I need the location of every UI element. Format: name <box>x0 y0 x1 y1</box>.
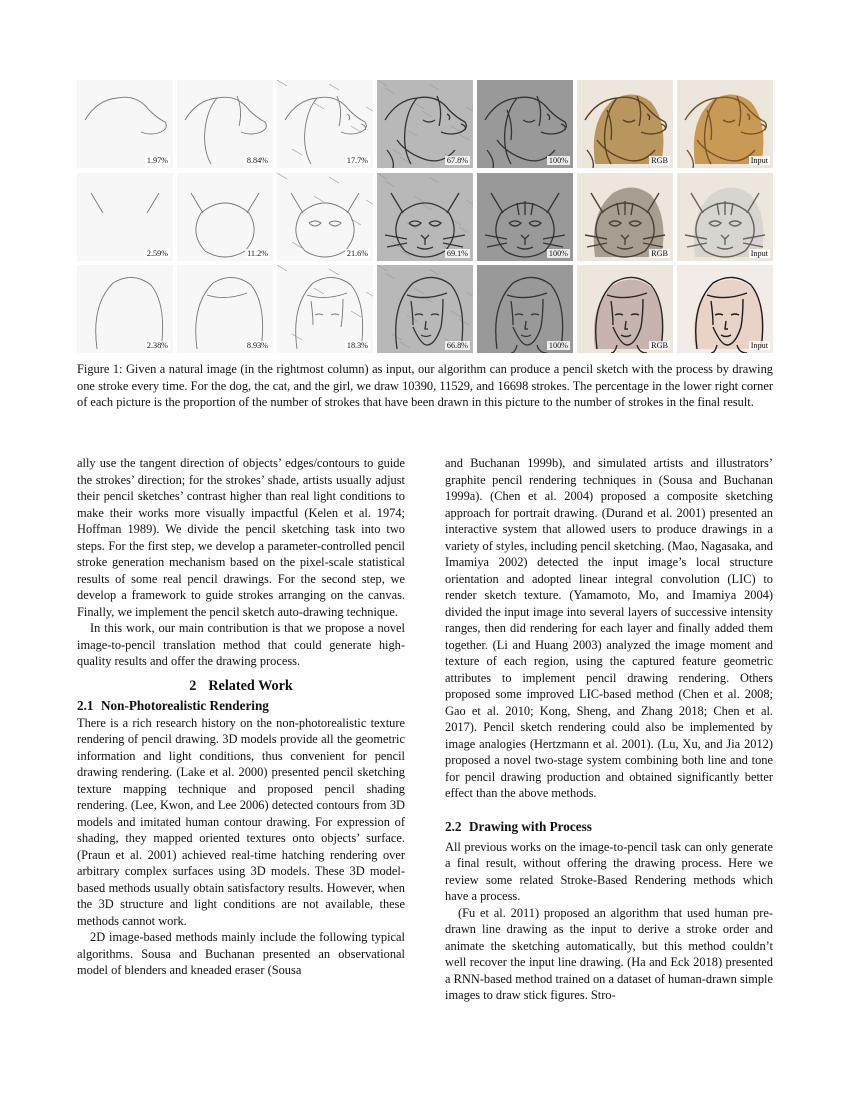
figure-image-grid <box>77 80 773 353</box>
subsection-heading <box>77 697 405 714</box>
subsection-number: 2.1 <box>77 697 94 713</box>
progress-label: 66.8% <box>446 341 468 350</box>
girl-thumbnail <box>577 265 673 353</box>
dog-sketch-image <box>177 80 273 168</box>
cat-thumbnail <box>677 173 773 261</box>
cat-sketch-image <box>377 173 473 261</box>
progress-label: 18.3% <box>346 341 368 350</box>
girl-sketch-image <box>277 265 373 353</box>
cat-sketch-image <box>477 173 573 261</box>
girl-sketch-image <box>377 265 473 353</box>
progress-label: Input <box>750 156 768 165</box>
dog-thumbnail <box>177 80 273 168</box>
section-number: 2 <box>189 677 197 694</box>
girl-thumbnail <box>377 265 473 353</box>
girl-thumbnail <box>677 265 773 353</box>
progress-label: RGB <box>651 156 668 165</box>
progress-label: 1.97% <box>146 156 168 165</box>
progress-label: Input <box>750 248 768 258</box>
section-heading <box>77 677 405 695</box>
paragraph: All previous works on the image-to-pencil task can only generate a final result, without offering the drawing process. Here we review some related Stroke-Based Rendering methods which have a process. <box>445 839 773 903</box>
dog-thumbnail <box>577 80 673 168</box>
dog-thumbnail <box>477 80 573 168</box>
cat-sketch-image <box>277 173 373 261</box>
cat-thumbnail <box>77 173 173 261</box>
left-column <box>77 455 405 979</box>
progress-label: 2.59% <box>146 248 168 258</box>
right-column <box>445 455 773 1004</box>
paragraph: In this work, our main contribution is that we propose a novel image-to-pencil translation method that could generate high-quality results and offer the drawing process. <box>77 621 405 668</box>
dog-thumbnail <box>677 80 773 168</box>
girl-sketch-image <box>577 265 673 353</box>
progress-label: RGB <box>651 341 668 350</box>
girl-sketch-image <box>477 265 573 353</box>
progress-label: 8.93% <box>246 341 268 350</box>
paragraph: ally use the tangent direction of objects’ edges/contours to guide the strokes’ direction; for the strokes’ shade, artists usually adjust their pencil sketches’ contrast higher than real light conditions to make their works more visually impactful (Kelen et al. 1974; Hoffman 1989). We divide the pencil sketching task into two steps. For the first step, we develop a parameter-controlled pencil stroke generation mechanism based on the pixel-scale statistical results of some real pencil drawings. For the second step, we develop a framework to guide strokes arranging on the canvas. Finally, we implement the pencil sketch auto-drawing technique. <box>77 456 405 619</box>
subsection-title: Drawing with Process <box>469 818 592 834</box>
subsection-heading <box>445 818 773 835</box>
cat-sketch-image <box>77 173 173 261</box>
girl-sketch-image <box>177 265 273 353</box>
section-title: Related Work <box>208 677 293 694</box>
progress-label: 21.6% <box>346 248 368 258</box>
girl-thumbnail <box>477 265 573 353</box>
cat-thumbnail <box>277 173 373 261</box>
progress-label: RGB <box>651 248 668 258</box>
progress-label: 11.2% <box>247 248 268 258</box>
dog-thumbnail <box>277 80 373 168</box>
cat-thumbnail <box>577 173 673 261</box>
progress-label: 8.84% <box>246 156 268 165</box>
paragraph: (Fu et al. 2011) proposed an algorithm that used human pre-drawn line drawing as the input to derive a stroke order and animate the sketching automatically, but this method couldn’t well recover the input line drawing. (Ha and Eck 2018) presented a RNN-based method trained on a dataset of human-drawn simple images to draw stick figures. Stro- <box>445 905 773 1002</box>
cat-thumbnail <box>177 173 273 261</box>
progress-label: Input <box>750 341 768 350</box>
progress-label: 100% <box>548 341 568 350</box>
cat-thumbnail <box>377 173 473 261</box>
dog-sketch-image <box>377 80 473 168</box>
paragraph: 2D image-based methods mainly include the following typical algorithms. Sousa and Buchanan presented an observational model of blenders and kneaded eraser (Sousa <box>77 930 405 977</box>
cat-thumbnail <box>477 173 573 261</box>
paragraph: and Buchanan 1999b), and simulated artists and illustrators’ graphite pencil rendering techniques in (Sousa and Buchanan 1999a). (Chen et al. 2004) proposed a composite sketching approach for portrait drawing. (Durand et al. 2001) presented an interactive system that allowed users to produce drawings in a variety of styles, including pencil sketching. (Mao, Nagasaka, and Imamiya 2002) detected the input image’s local structure orientation and adopted linear integral convolution (LIC) to render sketch texture. (Yamamoto, Mo, and Imamiya 2004) divided the input image into several layers of successive intensity ranges, then did rendering for each layer and finally added them together. (Li and Huang 2003) analyzed the image moment and texture of each region, using the captured feature geometric attributes to implement pencil drawing rendering. Others proposed some improved LIC-based method (Chen et al. 2008; Gao et al. 2010; Kong, Sheng, and Zhang 2018; Chen et al. 2017). Pencil sketch rendering could also be implemented by image analogies (Hertzmann et al. 2001). (Lu, Xu, and Jia 2012) proposed a novel two-stage system combining both line and tone for pencil drawing production and obtained significantly better effect than the above methods. <box>445 456 773 800</box>
cat-sketch-image <box>577 173 673 261</box>
dog-sketch-image <box>577 80 673 168</box>
progress-label: 17.7% <box>346 156 368 165</box>
girl-thumbnail <box>77 265 173 353</box>
progress-label: 67.8% <box>446 156 468 165</box>
dog-sketch-image <box>677 80 773 168</box>
dog-sketch-image <box>277 80 373 168</box>
paragraph: There is a rich research history on the non-photorealistic texture rendering of pencil drawing. 3D models provide all the geometric information and light conditions, thus convenient for pencil drawing rendering. (Lake et al. 2000) presented pencil sketching texture mapping technique and proposed pencil shading rendering. (Lee, Kwon, and Lee 2006) detected contours from 3D models and imitated human contour drawing. For expression of shading, they mapped oriented textures onto objects’ surface. (Praun et al. 2001) achieved real-time hatching rendering over arbitrary complex surfaces using 3D models. These 3D model-based methods usually obtain satisfactory results. However, when the 3D structure and light conditions are not available, these methods cannot work. <box>77 715 405 928</box>
dog-sketch-image <box>77 80 173 168</box>
dog-thumbnail <box>377 80 473 168</box>
progress-label: 100% <box>548 156 568 165</box>
girl-thumbnail <box>277 265 373 353</box>
girl-sketch-image <box>677 265 773 353</box>
girl-sketch-image <box>77 265 173 353</box>
subsection-title: Non-Photorealistic Rendering <box>101 697 269 713</box>
girl-thumbnail <box>177 265 273 353</box>
cat-sketch-image <box>177 173 273 261</box>
cat-sketch-image <box>677 173 773 261</box>
subsection-number: 2.2 <box>445 818 462 834</box>
progress-label: 2.38% <box>146 341 168 350</box>
dog-thumbnail <box>77 80 173 168</box>
dog-sketch-image <box>477 80 573 168</box>
progress-label: 100% <box>548 248 568 258</box>
figure-caption: Figure 1: Given a natural image (in the rightmost column) as input, our algorithm can produce a pencil sketch with the process by drawing one stroke every time. For the dog, the cat, and the girl, we draw 10390, 11529, and 16698 strokes. The percentage in the lower right corner of each picture is the proportion of the number of strokes that have been drawn in this picture to the number of strokes in the final result. <box>77 362 773 410</box>
progress-label: 69.1% <box>446 248 468 258</box>
